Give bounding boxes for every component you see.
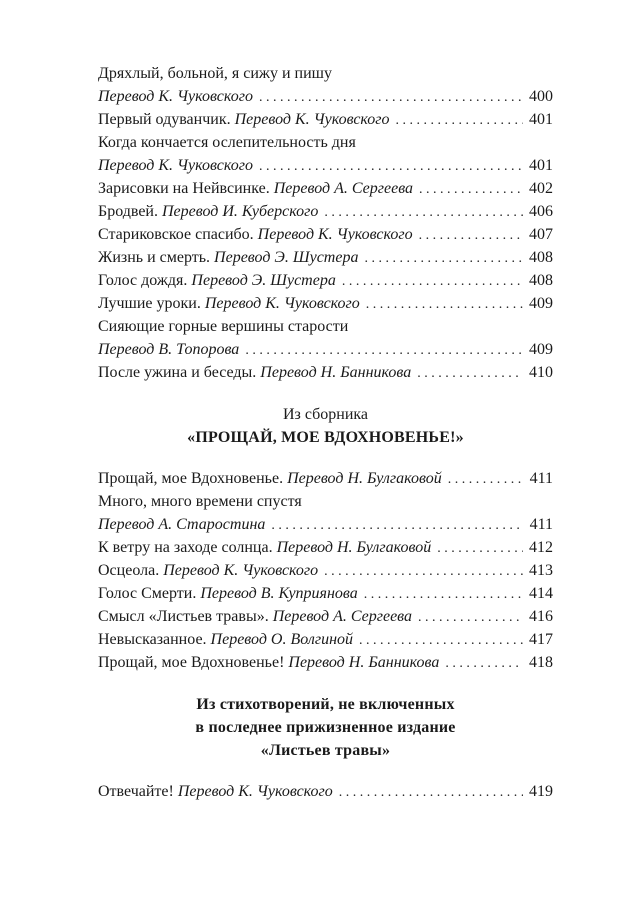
- entry-title: Смысл «Листьев травы».: [98, 608, 269, 625]
- section-heading-title: «Листьев травы»: [260, 742, 391, 759]
- toc-entry[interactable]: [98, 223, 553, 246]
- entry-translator: Перевод В. Топорова: [98, 341, 240, 358]
- entry-title: Осцеола.: [98, 562, 160, 579]
- entry-page-number: 413: [529, 562, 553, 579]
- entry-title: К ветру на заходе солнца.: [98, 539, 273, 556]
- entry-translator: Перевод А. Старостина: [98, 516, 266, 533]
- toc-entry[interactable]: [98, 582, 553, 605]
- entry-translator: Перевод К. Чуковского: [163, 562, 319, 579]
- entry-title: Стариковское спасибо.: [98, 226, 254, 243]
- dot-leader: [445, 652, 523, 675]
- section-heading-line: Из стихотворений, не включенных: [196, 696, 455, 713]
- entry-translator: Перевод О. Волгиной: [210, 631, 354, 648]
- entry-title: Первый одуванчик.: [98, 111, 231, 128]
- entry-page-number: 414: [529, 585, 553, 602]
- entry-page-number: 417: [529, 631, 553, 648]
- toc-entry[interactable]: [98, 536, 553, 559]
- section-heading-farewell: [98, 403, 553, 449]
- section-heading-line: Из сборника: [282, 406, 369, 423]
- dot-leader: [259, 86, 523, 109]
- section-heading-title: «ПРОЩАЙ, МОЕ ВДОХНОВЕНЬЕ!»: [187, 429, 464, 446]
- entry-translator: Перевод В. Куприянова: [200, 585, 358, 602]
- toc-entry[interactable]: [98, 467, 553, 490]
- entry-title: Отвечайте!: [98, 783, 174, 800]
- entry-translator: Перевод Э. Шустера: [191, 272, 336, 289]
- entry-translator: Перевод К. Чуковского: [234, 111, 390, 128]
- entry-title: Много, много времени спустя: [98, 493, 302, 510]
- dot-leader: [418, 606, 523, 629]
- entry-title: Прощай, мое Вдохновенье!: [98, 654, 285, 671]
- entry-translator: Перевод Н. Булгаковой: [276, 539, 432, 556]
- entry-page-number: 416: [529, 608, 553, 625]
- entry-translator: Перевод А. Сергеева: [273, 180, 414, 197]
- section-heading-line: в последнее прижизненное издание: [195, 719, 456, 736]
- dot-leader: [448, 468, 523, 491]
- entry-page-number: 407: [529, 226, 553, 243]
- entry-page-number: 418: [529, 654, 553, 671]
- entry-title: Голос Смерти.: [98, 585, 197, 602]
- dot-leader: [419, 178, 523, 201]
- dot-leader: [359, 629, 523, 652]
- dot-leader: [417, 362, 523, 385]
- toc-entry[interactable]: [98, 269, 553, 292]
- dot-leader: [364, 247, 523, 270]
- toc-entry[interactable]: [98, 651, 553, 674]
- entry-translator: Перевод Н. Банникова: [288, 654, 440, 671]
- toc-group-1: [98, 62, 553, 384]
- entry-page-number: 411: [529, 470, 553, 487]
- toc-entry[interactable]: [98, 177, 553, 200]
- toc-group-3: [98, 780, 553, 803]
- dot-leader: [271, 514, 523, 537]
- table-of-contents: [98, 62, 553, 803]
- entry-translator: Перевод И. Куберского: [162, 203, 319, 220]
- section-heading-uncollected: [98, 693, 553, 762]
- dot-leader: [324, 201, 523, 224]
- entry-title: Сияющие горные вершины старости: [98, 318, 349, 335]
- entry-page-number: 402: [529, 180, 553, 197]
- entry-translator: Перевод К. Чуковского: [98, 88, 253, 105]
- entry-title: Дряхлый, больной, я сижу и пишу: [98, 65, 332, 82]
- toc-entry[interactable]: [98, 559, 553, 582]
- toc-entry[interactable]: [98, 490, 553, 536]
- entry-page-number: 400: [529, 88, 553, 105]
- entry-page-number: 406: [529, 203, 553, 220]
- entry-translator: Перевод К. Чуковского: [98, 157, 253, 174]
- entry-page-number: 411: [529, 516, 553, 533]
- entry-title: Жизнь и смерть.: [98, 249, 211, 266]
- entry-title: Голос дождя.: [98, 272, 188, 289]
- entry-page-number: 412: [529, 539, 553, 556]
- entry-title: Когда кончается ослепительность дня: [98, 134, 356, 151]
- dot-leader: [366, 293, 523, 316]
- entry-title: Зарисовки на Нейвсинке.: [98, 180, 270, 197]
- entry-translator: Перевод Н. Булгаковой: [287, 470, 442, 487]
- toc-entry[interactable]: [98, 200, 553, 223]
- entry-page-number: 401: [529, 157, 553, 174]
- toc-group-2: [98, 467, 553, 674]
- toc-entry[interactable]: [98, 131, 553, 177]
- dot-leader: [339, 781, 523, 804]
- toc-entry[interactable]: [98, 605, 553, 628]
- entry-page-number: 408: [529, 249, 553, 266]
- entry-translator: Перевод К. Чуковского: [177, 783, 333, 800]
- dot-leader: [364, 583, 523, 606]
- dot-leader: [324, 560, 523, 583]
- dot-leader: [419, 224, 523, 247]
- entry-page-number: 401: [529, 111, 553, 128]
- toc-entry[interactable]: [98, 108, 553, 131]
- toc-entry[interactable]: [98, 361, 553, 384]
- entry-page-number: 410: [529, 364, 553, 381]
- entry-title: Лучшие уроки.: [98, 295, 201, 312]
- dot-leader: [437, 537, 523, 560]
- entry-title: Бродвей.: [98, 203, 158, 220]
- entry-title: После ужина и беседы.: [98, 364, 257, 381]
- toc-entry[interactable]: [98, 292, 553, 315]
- entry-translator: Перевод К. Чуковского: [204, 295, 360, 312]
- entry-title: Невысказанное.: [98, 631, 207, 648]
- toc-entry[interactable]: [98, 628, 553, 651]
- toc-entry[interactable]: [98, 315, 553, 361]
- entry-title: Прощай, мое Вдохновенье.: [98, 470, 284, 487]
- dot-leader: [245, 339, 523, 362]
- entry-translator: Перевод К. Чуковского: [257, 226, 413, 243]
- entry-page-number: 419: [529, 783, 553, 800]
- entry-page-number: 408: [529, 272, 553, 289]
- entry-translator: Перевод Э. Шустера: [214, 249, 359, 266]
- entry-page-number: 409: [529, 295, 553, 312]
- toc-entry[interactable]: [98, 780, 553, 803]
- toc-entry[interactable]: [98, 246, 553, 269]
- entry-translator: Перевод Н. Банникова: [260, 364, 412, 381]
- toc-entry[interactable]: [98, 62, 553, 108]
- dot-leader: [396, 109, 523, 132]
- dot-leader: [259, 155, 523, 178]
- entry-page-number: 409: [529, 341, 553, 358]
- entry-translator: Перевод А. Сергеева: [272, 608, 412, 625]
- dot-leader: [342, 270, 523, 293]
